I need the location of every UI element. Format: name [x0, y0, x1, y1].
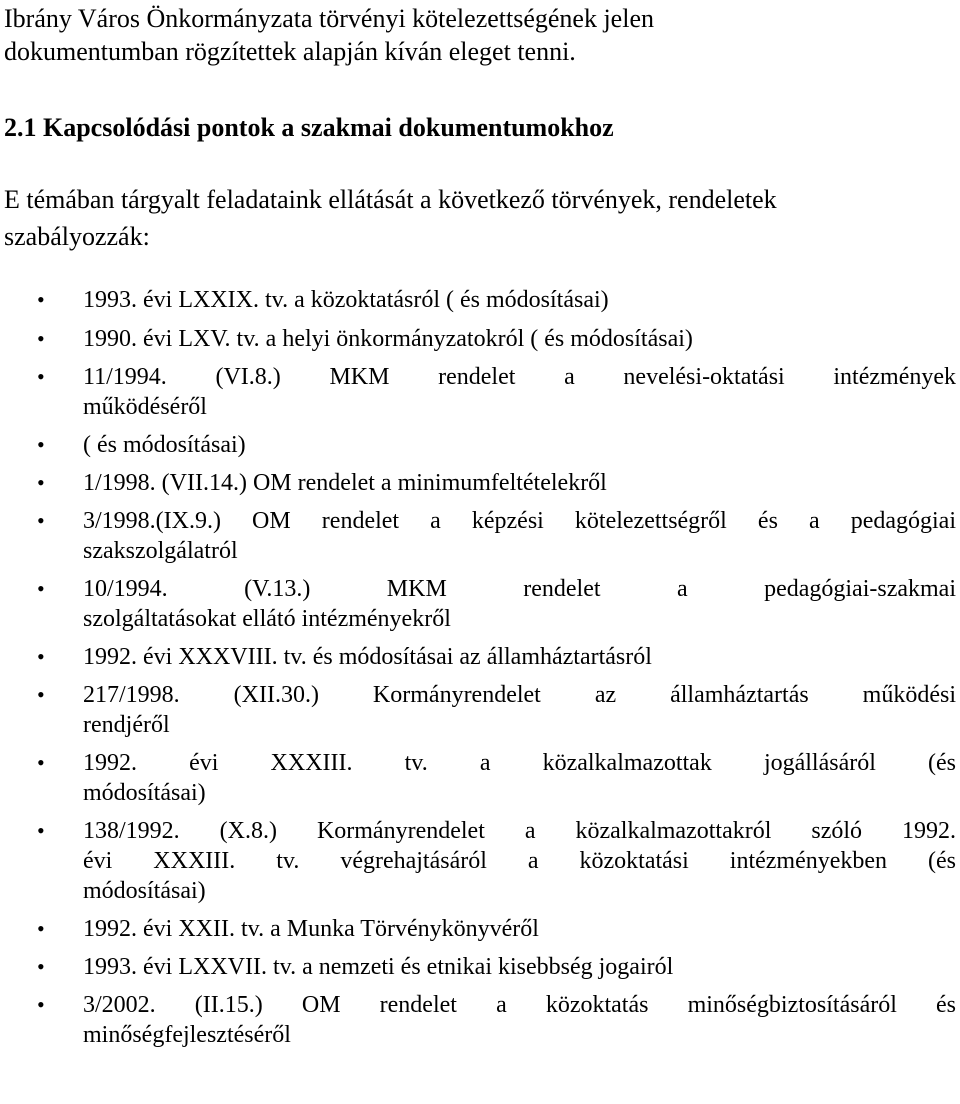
section-heading: 2.1 Kapcsolódási pontok a szakmai dokumentumokhoz	[4, 113, 614, 142]
law-list-item	[4, 680, 956, 740]
intro-paragraph	[4, 0, 956, 68]
law-text-line: működéséről	[83, 394, 207, 420]
law-list-item	[4, 574, 956, 634]
law-list-item	[4, 642, 956, 672]
intro-line: Ibrány Város Önkormányzata törvényi kötelezettségének jelen	[4, 4, 654, 33]
law-text-line: ( és módosításai)	[83, 432, 246, 458]
bullet-icon: •	[37, 432, 45, 457]
law-list-item	[4, 324, 956, 354]
law-text-line: 10/1994. (V.13.) MKM rendelet a pedagógiai-szakmai	[83, 576, 956, 602]
document-page	[4, 0, 956, 1048]
law-text-line: minőségfejlesztéséről	[83, 1022, 291, 1048]
law-text-line: szakszolgálatról	[83, 538, 238, 564]
law-text-line: 1993. évi LXXVII. tv. a nemzeti és etnikai kisebbség jogairól	[83, 954, 674, 980]
bullet-icon: •	[37, 364, 45, 389]
law-list	[4, 285, 956, 1050]
law-text-line: 138/1992. (X.8.) Kormányrendelet a közalkalmazottakról szóló 1992.	[83, 818, 956, 844]
law-text-line: 1992. évi XXXIII. tv. a közalkalmazottak jogállásáról (és	[83, 750, 956, 776]
law-text-line: 217/1998. (XII.30.) Kormányrendelet az államháztartás működési	[83, 682, 956, 708]
law-text-line: 3/2002. (II.15.) OM rendelet a közoktatás minőségbiztosításáról és	[83, 992, 956, 1018]
law-text-line: 1992. évi XXII. tv. a Munka Törvénykönyvéről	[83, 916, 539, 942]
law-list-item	[4, 990, 956, 1050]
bullet-icon: •	[37, 287, 45, 312]
bullet-icon: •	[37, 470, 45, 495]
lead-line: szabályozzák:	[4, 222, 150, 251]
law-list-item	[4, 285, 956, 315]
law-text-line: 1/1998. (VII.14.) OM rendelet a minimumfeltételekről	[83, 470, 607, 496]
bullet-icon: •	[37, 992, 45, 1017]
law-list-item	[4, 430, 956, 460]
bullet-icon: •	[37, 750, 45, 775]
law-text-line: módosításai)	[83, 878, 206, 904]
law-list-item	[4, 506, 956, 566]
law-list-item	[4, 914, 956, 944]
bullet-icon: •	[37, 508, 45, 533]
lead-line: E témában tárgyalt feladataink ellátását a következő törvények, rendeletek	[4, 185, 777, 214]
law-text-line: 11/1994. (VI.8.) MKM rendelet a nevelési-oktatási intézmények	[83, 364, 956, 390]
law-list-item	[4, 748, 956, 808]
law-text-line: 1990. évi LXV. tv. a helyi önkormányzatokról ( és módosításai)	[83, 326, 693, 352]
law-text-line: módosításai)	[83, 780, 206, 806]
law-list-item	[4, 362, 956, 422]
intro-line: dokumentumban rögzítettek alapján kíván eleget tenni.	[4, 37, 576, 66]
law-list-item	[4, 952, 956, 982]
lead-paragraph	[4, 181, 956, 255]
bullet-icon: •	[37, 818, 45, 843]
law-text-line: 1993. évi LXXIX. tv. a közoktatásról ( és módosításai)	[83, 287, 609, 313]
bullet-icon: •	[37, 954, 45, 979]
law-text-line: évi XXXIII. tv. végrehajtásáról a közoktatási intézményekben (és	[83, 848, 956, 874]
bullet-icon: •	[37, 644, 45, 669]
bullet-icon: •	[37, 682, 45, 707]
law-list-item	[4, 816, 956, 906]
bullet-icon: •	[37, 576, 45, 601]
law-list-item	[4, 468, 956, 498]
bullet-icon: •	[37, 916, 45, 941]
bullet-icon: •	[37, 326, 45, 351]
law-text-line: 1992. évi XXXVIII. tv. és módosításai az államháztartásról	[83, 644, 652, 670]
law-text-line: 3/1998.(IX.9.) OM rendelet a képzési kötelezettségről és a pedagógiai	[83, 508, 956, 534]
law-text-line: szolgáltatásokat ellátó intézményekről	[83, 606, 451, 632]
law-text-line: rendjéről	[83, 712, 170, 738]
